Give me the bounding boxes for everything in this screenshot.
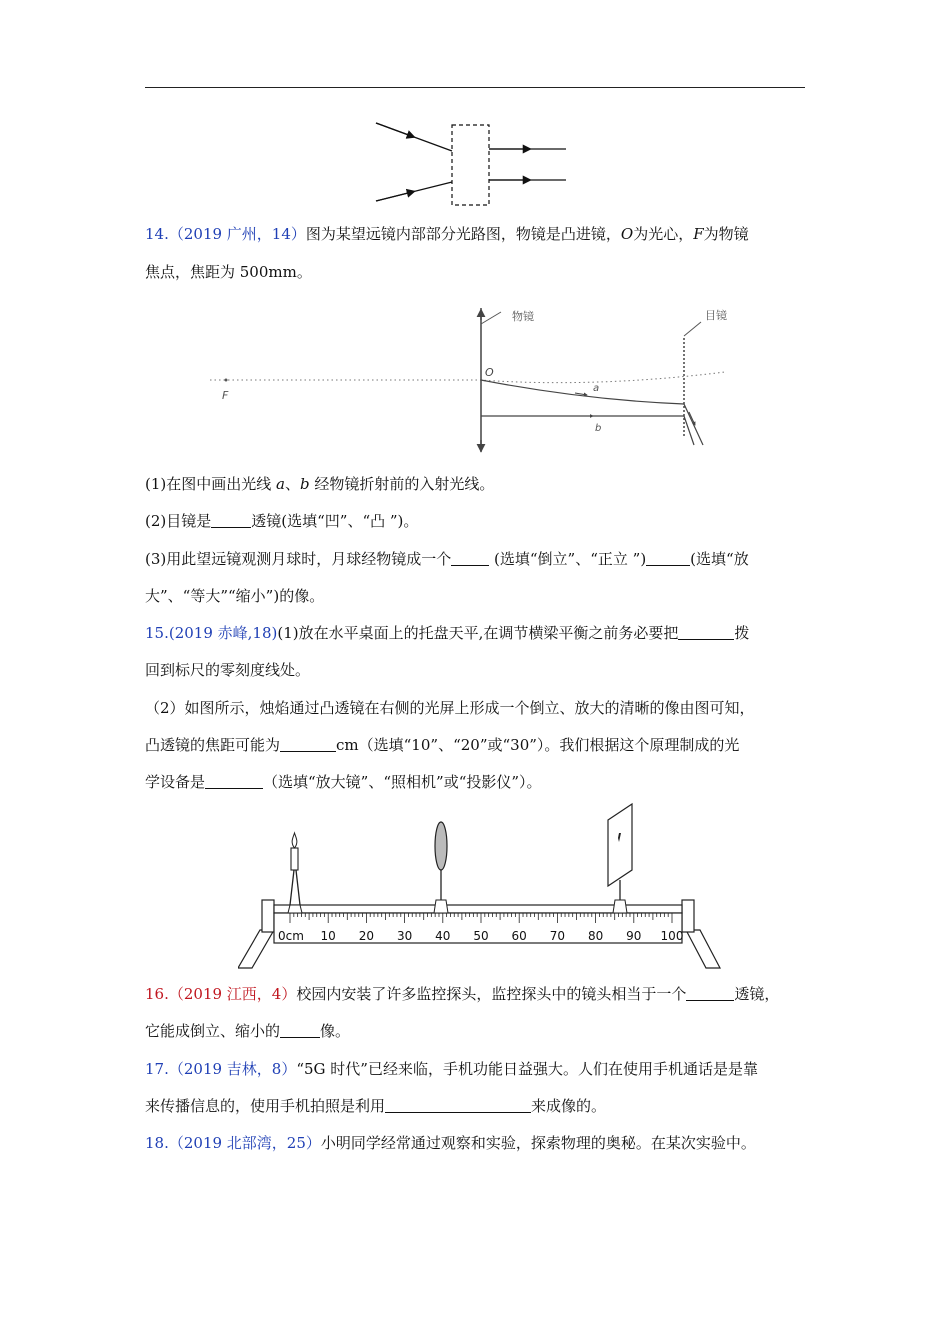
q15-tag: 15.(2019 赤峰,18) — [145, 624, 278, 642]
light-screen — [608, 804, 632, 913]
q17-line2: 来传播信息的，使用手机拍照是利用 来成像的。 — [145, 1097, 607, 1115]
bench-tick-label: 30 — [396, 929, 413, 943]
q15-line2: 回到标尺的零刻度线处。 — [145, 661, 311, 679]
candle — [288, 833, 302, 913]
q14-sub2: (2)目镜是 透镜(选填“凹”、“凸 ”)。 — [145, 512, 419, 530]
objective-label: 物镜 — [512, 310, 534, 323]
q14-sub3-line2: 大”、“等大”“缩小”)的像。 — [145, 587, 325, 605]
q15-line1: 15.(2019 赤峰,18)(1)放在水平桌面上的托盘天平,在调节横梁平衡之前务必要把 拨 — [145, 624, 750, 642]
eyepiece-label: 目镜 — [705, 309, 727, 322]
q16-line1: 16.（2019 江西，4）校园内安装了许多监控探头，监控探头中的镜头相当于一个 透镜， — [145, 985, 780, 1003]
q16-tag: 16.（2019 江西，4） — [145, 985, 297, 1003]
bench-tick-label: 100 — [660, 929, 684, 943]
a-label: a — [593, 383, 600, 394]
q17-tag: 17.（2019 吉林，8） — [145, 1060, 297, 1078]
ray-a — [481, 380, 684, 404]
q15-line4: 凸透镜的焦距可能为 cm（选填“10”、“20”或“30”）。我们根据这个原理制成的光 — [145, 736, 740, 754]
bench-leg-right — [686, 930, 720, 968]
blank-lens-type[interactable] — [686, 986, 734, 1001]
bench-leg-left — [238, 930, 274, 968]
principal-axis — [210, 372, 725, 383]
O-label: O — [485, 366, 494, 379]
dashed-box — [452, 125, 489, 205]
b-label: b — [595, 423, 602, 434]
bench-tick-label: 0cm — [278, 929, 304, 943]
q14-sub3: (3)用此望远镜观测月球时，月球经物镜成一个 (选填“倒立”、“正立 ”) (选填“放 — [145, 550, 749, 568]
blank-device[interactable] — [205, 774, 263, 789]
convex-lens — [434, 822, 448, 913]
q18-tag: 18.（2019 北部湾，25） — [145, 1134, 321, 1152]
q15-line5: 学设备是 （选填“放大镜”、“照相机”或“投影仪”）。 — [145, 773, 542, 791]
blank-orientation[interactable] — [451, 551, 489, 566]
F-label: F — [222, 389, 229, 402]
telescope-light-path-figure — [205, 300, 735, 460]
blank-image-type[interactable] — [280, 1023, 320, 1038]
q13-ray-box-figure — [370, 118, 580, 210]
blank-balance[interactable] — [678, 625, 734, 640]
blank-imaging[interactable] — [385, 1098, 531, 1113]
q15-line3: （2）如图所示，烛焰通过凸透镜在右侧的光屏上形成一个倒立、放大的清晰的像由图可知， — [145, 699, 755, 717]
q14-line2: 焦点，焦距为 500mm。 — [145, 263, 312, 281]
bench-tick-label: 40 — [435, 929, 451, 943]
q16-line2: 它能成倒立、缩小的 像。 — [145, 1022, 351, 1040]
bench-tick-label: 70 — [549, 929, 566, 943]
bench-tick-label: 80 — [587, 929, 604, 943]
q14-tag: 14.（2019 广州，14） — [145, 225, 306, 243]
q14-sub1: (1)在图中画出光线 a、b 经物镜折射前的入射光线。 — [145, 475, 495, 493]
q14-line1: 14.（2019 广州，14）图为某望远镜内部部分光路图，物镜是凸进镜，O为光心，F为物镜 — [145, 225, 749, 243]
q18-line1: 18.（2019 北部湾，25）小明同学经常通过观察和实验，探索物理的奥秘。在某次实验中。 — [145, 1134, 756, 1152]
bench-tick-label: 10 — [320, 929, 336, 943]
bench-tick-label: 20 — [358, 929, 375, 943]
blank-size[interactable] — [646, 551, 690, 566]
blank-focal-length[interactable] — [280, 737, 336, 752]
focus-point — [225, 379, 228, 382]
blank-eyepiece[interactable] — [211, 513, 251, 528]
header-rule — [145, 87, 805, 88]
bench-tick-label: 90 — [626, 929, 642, 943]
bench-tick-label: 50 — [473, 929, 489, 943]
optical-bench-figure — [238, 800, 722, 972]
q17-line1: 17.（2019 吉林，8）“5G 时代”已经来临，手机功能日益强大。人们在使用手机通话是是靠 — [145, 1060, 758, 1078]
bench-tick-label: 60 — [511, 929, 527, 943]
